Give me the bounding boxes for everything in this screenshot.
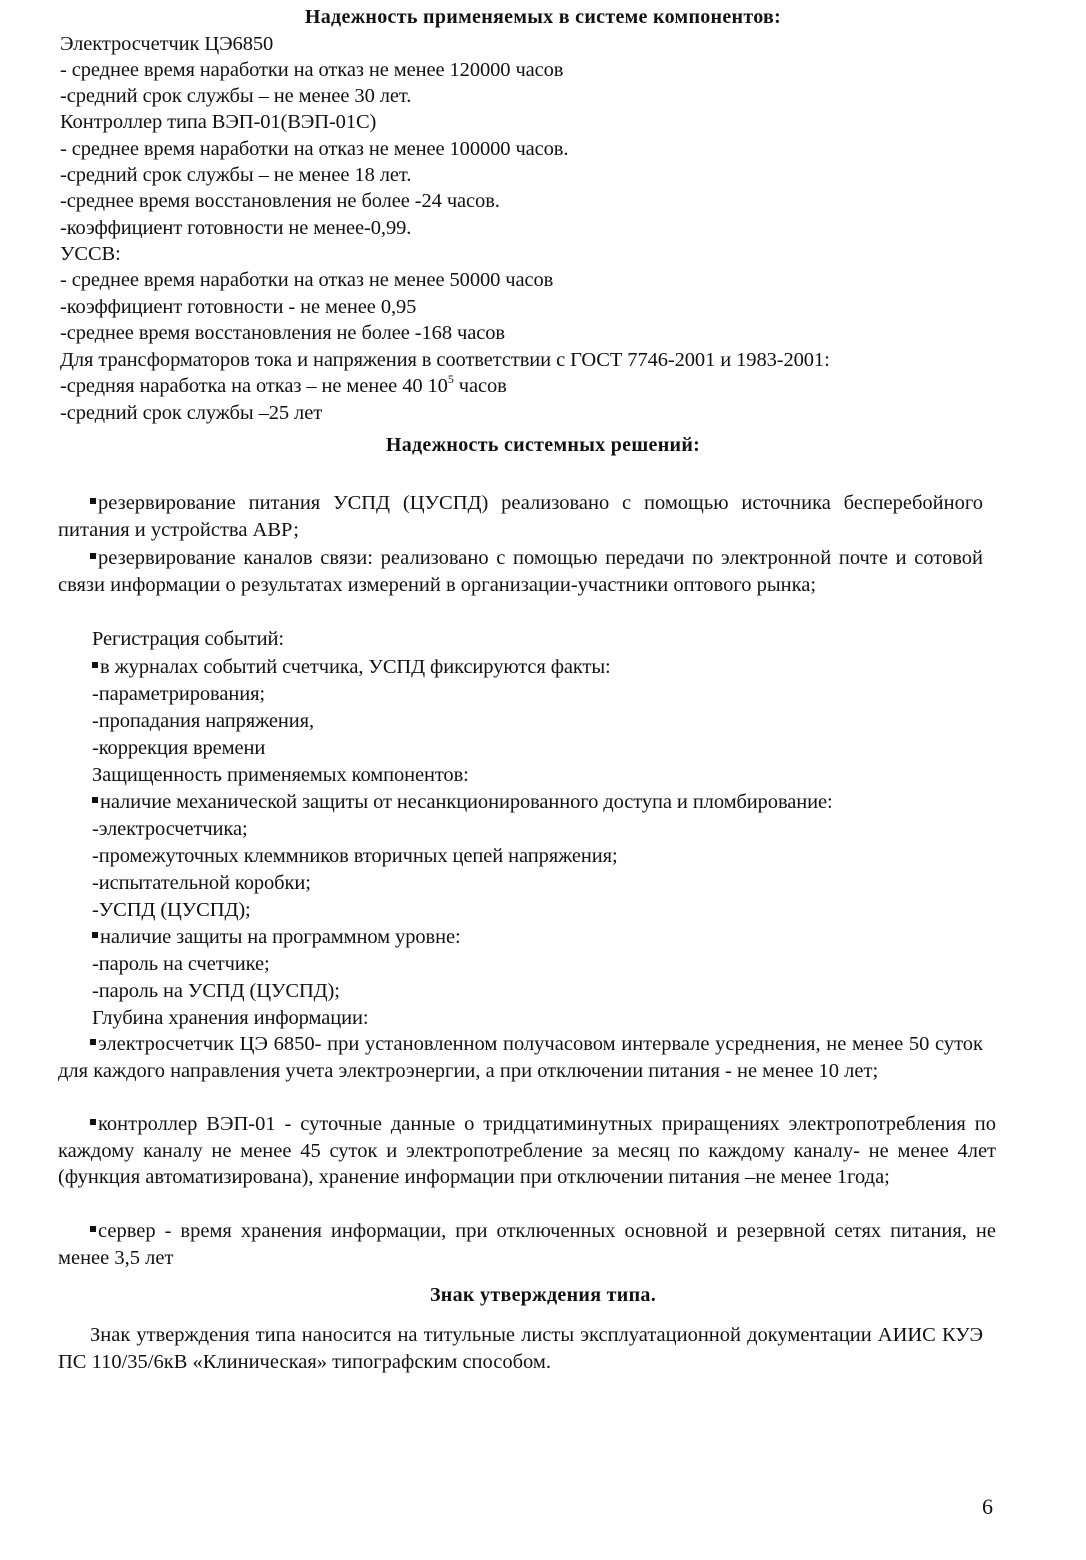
text-line: Электросчетчик ЦЭ6850	[60, 33, 274, 55]
paragraph-text: электросчетчик ЦЭ 6850- при установленном получасовом интервале усреднения, не менее 50 суток для каждого направления учета электроэнергии, а при отключении питания - не менее 10 лет;	[58, 1033, 983, 1082]
bullet-icon	[90, 1039, 96, 1045]
text-line: -промежуточных клеммников вторичных цепей напряжения;	[92, 845, 618, 867]
text-line: -УСПД (ЦУСПД);	[92, 899, 251, 921]
page-number: 6	[982, 1494, 993, 1519]
text-line: Регистрация событий:	[92, 628, 284, 650]
bullet-icon	[90, 1226, 96, 1232]
section-heading-system-solutions: Надежность системных решений:	[385, 434, 701, 456]
text-line: УССВ:	[60, 243, 121, 265]
text-line: -среднее время восстановления не более -168 часов	[60, 322, 505, 344]
text-line: -параметрирования;	[92, 683, 266, 705]
text-line	[92, 789, 833, 815]
section-heading-components-reliability: Надежность применяемых в системе компонентов:	[304, 6, 782, 28]
text-line: Глубина хранения информации:	[92, 1007, 369, 1029]
text-line: -коррекция времени	[92, 737, 266, 759]
text-line: -среднее время восстановления не более -24 часов.	[60, 190, 500, 212]
section-heading-type-approval-mark: Знак утверждения типа.	[429, 1284, 657, 1306]
line-text: наличие механической защиты от несанкционированного доступа и пломбирование:	[100, 791, 833, 813]
text-line: Контроллер типа ВЭП-01(ВЭП-01С)	[60, 111, 377, 133]
line-text: наличие защиты на программном уровне:	[100, 926, 461, 948]
text-segment: -средняя наработка на отказ – не менее 40 10	[60, 375, 448, 397]
text-line: -средний срок службы – не менее 18 лет.	[60, 164, 412, 186]
text-line: - среднее время наработки на отказ не менее 50000 часов	[60, 269, 554, 291]
bullet-icon	[92, 662, 98, 668]
bullet-icon	[92, 797, 98, 803]
paragraph	[58, 1111, 996, 1191]
paragraph	[58, 545, 983, 598]
text-line: -средний срок службы –25 лет	[60, 402, 323, 424]
paragraph-text: сервер - время хранения информации, при отключенных основной и резервной сетях питания, не менее 3,5 лет	[58, 1220, 996, 1269]
paragraph	[58, 490, 983, 543]
paragraph-text: резервирование питания УСПД (ЦУСПД) реализовано с помощью источника бесперебойного питания и устройства АВР;	[58, 492, 983, 541]
bullet-icon	[90, 498, 96, 504]
bullet-icon	[90, 553, 96, 559]
paragraph	[58, 1031, 983, 1084]
bullet-icon	[90, 1119, 96, 1125]
text-line: - среднее время наработки на отказ не менее 100000 часов.	[60, 138, 569, 160]
text-line: -пропадания напряжения,	[92, 710, 315, 732]
paragraph-text: контроллер ВЭП-01 - суточные данные о тридцатиминутных приращениях электропотребления по каждому каналу не менее 45 суток и электропотребление за месяц по каждому каналу- не менее 4лет (функция автоматизирована), хранение информации при отключении питания –не менее 1года;	[58, 1113, 996, 1188]
paragraph	[58, 1218, 996, 1271]
bullet-icon	[92, 932, 98, 938]
line-text: в журналах событий счетчика, УСПД фиксируются факты:	[100, 656, 611, 678]
text-segment: часов	[453, 375, 507, 397]
text-line: -испытательной коробки;	[92, 872, 311, 894]
text-line: Для трансформаторов тока и напряжения в соответствии с ГОСТ 7746-2001 и 1983-2001:	[60, 349, 830, 371]
text-line: -средний срок службы – не менее 30 лет.	[60, 85, 412, 107]
text-line: -пароль на УСПД (ЦУСПД);	[92, 980, 340, 1002]
text-line: -электросчетчика;	[92, 818, 248, 840]
text-line: - среднее время наработки на отказ не менее 120000 часов	[60, 59, 564, 81]
exponent: 5	[447, 372, 454, 386]
paragraph: Знак утверждения типа наносится на титульные листы эксплуатационной документации АИИС КУЭ ПС 110/35/6кВ «Клиническая» типографским способом.	[58, 1324, 983, 1373]
text-line	[92, 654, 611, 680]
text-line: Защищенность применяемых компонентов:	[92, 764, 469, 786]
text-line	[92, 924, 461, 950]
text-line: -коэффициент готовности - не менее 0,95	[60, 296, 417, 318]
paragraph-text: резервирование каналов связи: реализовано с помощью передачи по электронной почте и сотовой связи информации о результатах измерений в организации-участники оптового рынка;	[58, 547, 983, 596]
text-line-with-exponent	[60, 373, 507, 399]
text-line: -коэффициент готовности не менее-0,99.	[60, 217, 412, 239]
text-line: -пароль на счетчике;	[92, 953, 270, 975]
